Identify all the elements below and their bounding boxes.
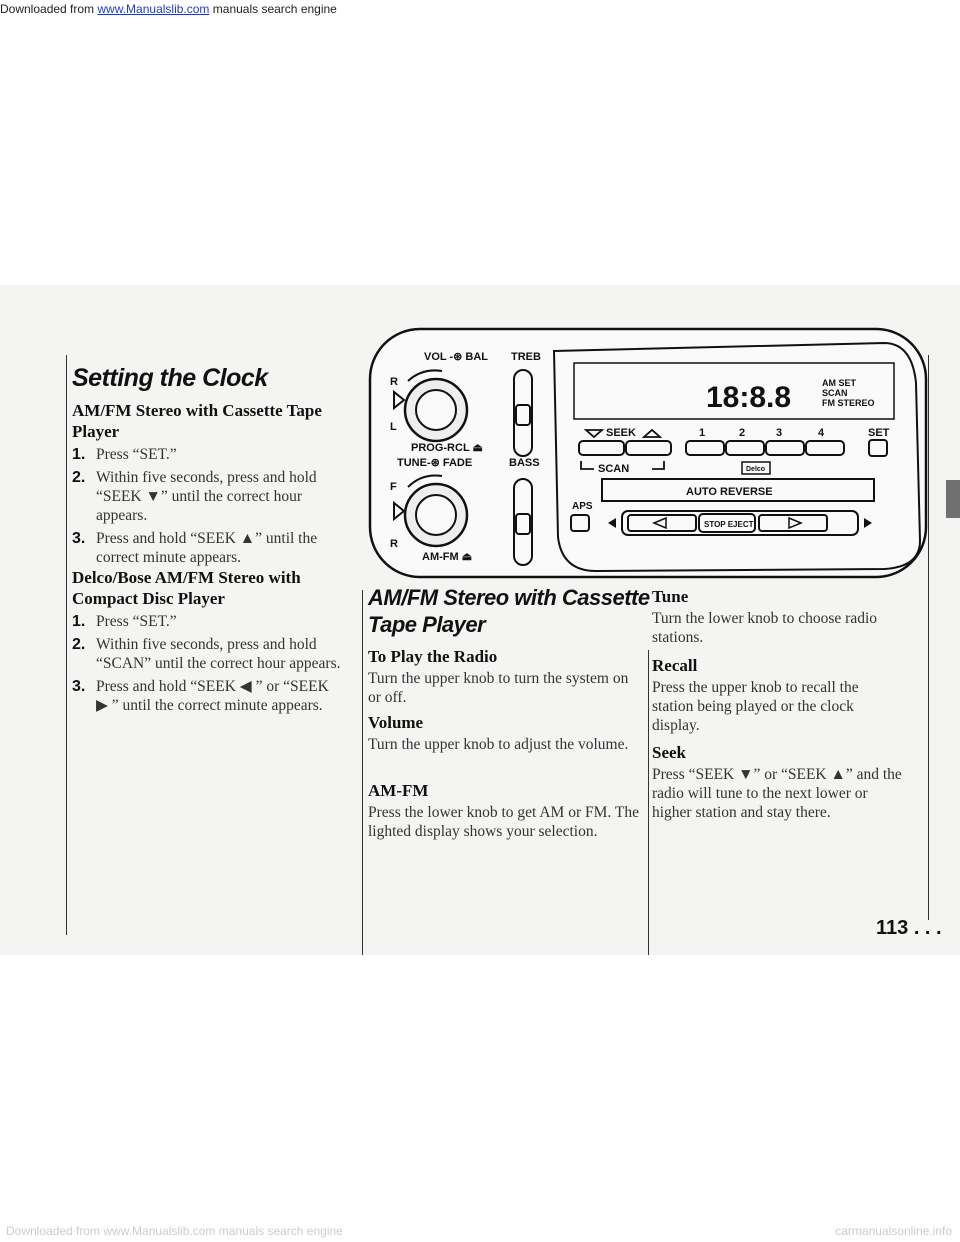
banner-prefix: Downloaded from <box>0 2 98 16</box>
scan-label: SCAN <box>598 463 630 475</box>
page-number: 113 . . . <box>876 917 942 939</box>
delco-logo-text: Delco <box>746 466 766 473</box>
step-item: 3. Press and hold “SEEK ◀ ” or “SEEK ▶ ” until the correct minute appears. <box>72 678 329 714</box>
r-bot-label: R <box>390 538 398 550</box>
display-digits: 18:8.8 <box>706 381 792 414</box>
footer-left-text: Downloaded from www.Manualslib.com manuals search engine <box>6 1224 343 1238</box>
preset-2-label: 2 <box>739 427 746 439</box>
cassette-clock-steps <box>72 445 342 571</box>
download-banner <box>0 0 960 18</box>
cd-clock-subheading: Delco/Bose AM/FM Stereo with Compact Disc Player <box>72 568 301 608</box>
section-title-line2: Tape Player <box>368 612 486 637</box>
preset-1-button <box>686 441 724 455</box>
right-column-rule <box>648 650 649 955</box>
footer-right-text: carmanualsonline.info <box>835 1224 952 1238</box>
rewind-button <box>628 515 696 531</box>
aps-label: APS <box>572 501 593 512</box>
am-fm-heading: AM-FM <box>368 781 429 800</box>
set-button <box>869 440 887 456</box>
tune-text: Turn the lower knob to choose radio stations. <box>652 610 878 646</box>
l-top-label: L <box>390 421 397 433</box>
r-top-label: R <box>390 376 398 388</box>
vol-bal-label: VOL -⊛ BAL <box>424 351 489 363</box>
fast-forward-button <box>759 515 827 531</box>
radio-faceplate-illustration <box>364 323 934 583</box>
seek-label: SEEK <box>606 427 636 439</box>
section-thumb-tab <box>946 480 960 518</box>
banner-suffix: manuals search engine <box>209 2 337 16</box>
step-item: 2. Within five seconds, press and hold “SCAN” until the correct hour appears. <box>72 636 341 672</box>
am-fm-label: AM-FM ⏏ <box>422 551 473 563</box>
bass-label: BASS <box>509 457 540 469</box>
seek-text: Press “SEEK ▼” or “SEEK ▲” and the radio will tune to the next lower or higher station and stay there. <box>652 766 902 821</box>
stop-eject-label: STOP EJECT <box>704 520 754 529</box>
recall-text: Press the upper knob to recall the station being played or the clock display. <box>652 679 859 734</box>
prog-rcl-label: PROG-RCL ⏏ <box>411 442 483 454</box>
seek-up-button <box>626 441 671 455</box>
set-label: SET <box>868 427 890 439</box>
preset-4-button <box>806 441 844 455</box>
fm-stereo-indicator: FM STEREO <box>822 398 875 408</box>
tune-fade-label: TUNE-⊛ FADE <box>397 457 473 469</box>
treb-label: TREB <box>511 351 541 363</box>
cassette-clock-subheading: AM/FM Stereo with Cassette Tape Player <box>72 401 322 441</box>
volume-heading: Volume <box>368 713 424 732</box>
play-radio-text: Turn the upper knob to turn the system on or off. <box>368 670 629 706</box>
seek-down-button <box>579 441 624 455</box>
preset-4-label: 4 <box>818 427 825 439</box>
preset-3-button <box>766 441 804 455</box>
auto-reverse-label: AUTO REVERSE <box>686 486 773 498</box>
volume-text: Turn the upper knob to adjust the volume. <box>368 736 629 753</box>
preset-3-label: 3 <box>776 427 783 439</box>
preset-1-label: 1 <box>699 427 706 439</box>
manualslib-link[interactable]: www.Manualslib.com <box>97 2 210 16</box>
section-title-line1: AM/FM Stereo with Cassette <box>368 585 650 610</box>
play-radio-heading: To Play the Radio <box>368 647 498 666</box>
left-column-rule <box>66 355 67 935</box>
seek-heading: Seek <box>652 743 686 762</box>
scan-indicator: SCAN <box>822 388 848 398</box>
middle-column-rule <box>362 590 363 955</box>
step-item: 1. Press “SET.” <box>72 613 177 630</box>
setting-clock-title: Setting the Clock <box>72 364 268 392</box>
footer-watermark <box>0 1224 960 1242</box>
step-item: 2. Within five seconds, press and hold “SEEK ▼” until the correct hour appears. <box>72 469 317 524</box>
recall-heading: Recall <box>652 656 698 675</box>
step-item: 1. Press “SET.” <box>72 446 177 463</box>
am-set-indicator: AM SET <box>822 378 857 388</box>
cd-clock-steps <box>72 612 342 719</box>
aps-button <box>571 515 589 531</box>
preset-2-button <box>726 441 764 455</box>
f-bot-label: F <box>390 481 397 493</box>
am-fm-text: Press the lower knob to get AM or FM. The lighted display shows your selection. <box>368 804 639 840</box>
step-item: 3. Press and hold “SEEK ▲” until the correct minute appears. <box>72 530 318 566</box>
tune-heading: Tune <box>652 587 689 606</box>
